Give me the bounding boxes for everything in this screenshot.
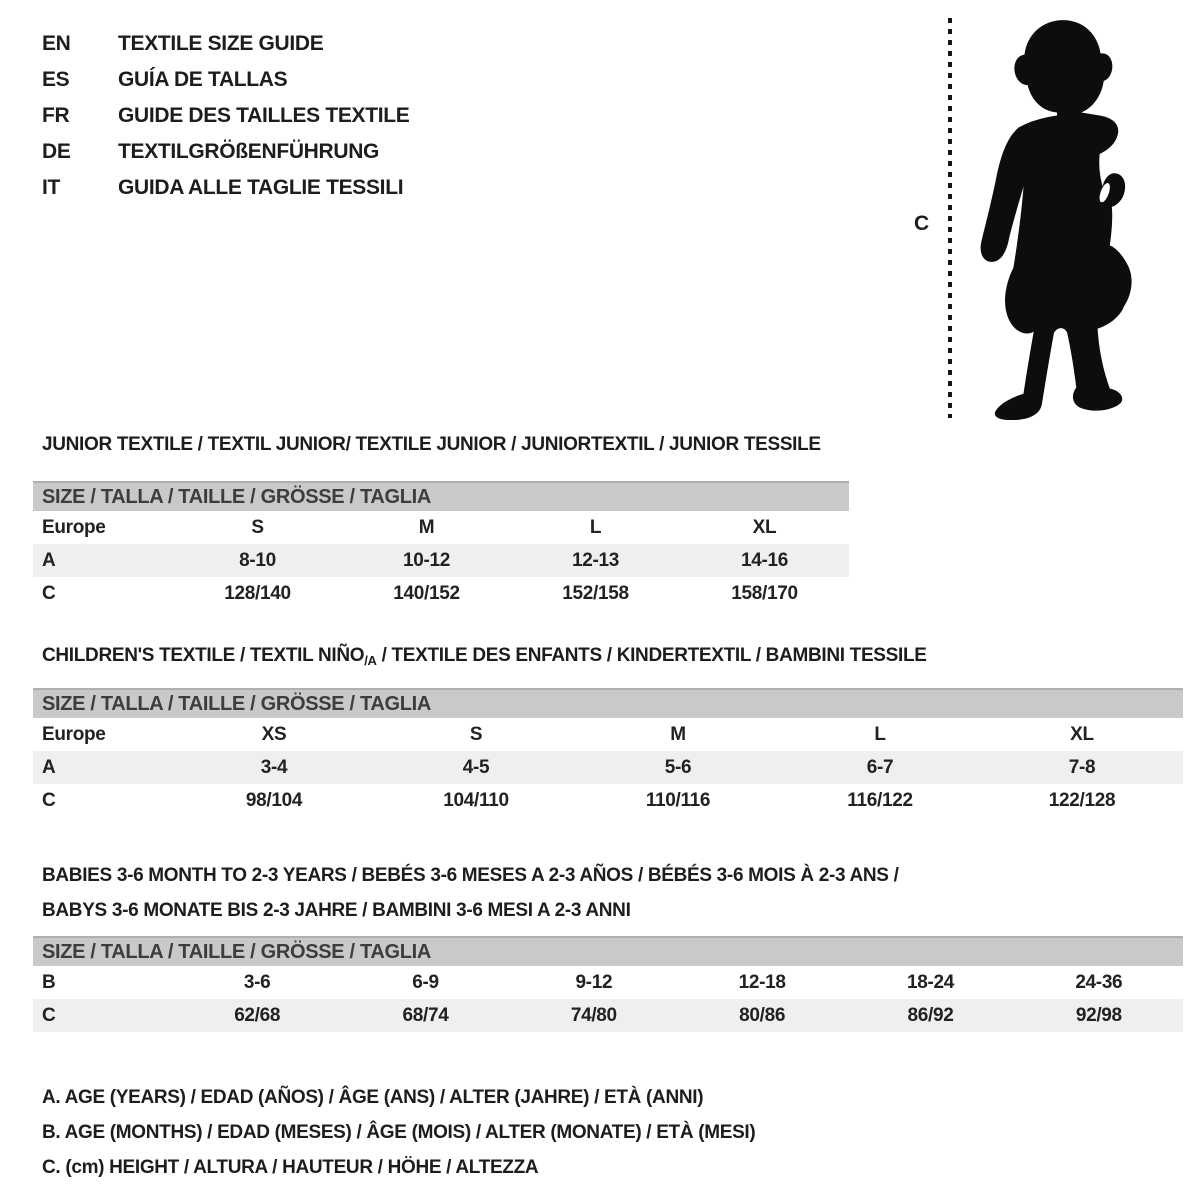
row-label: Europe bbox=[42, 723, 106, 745]
size-table-babies bbox=[33, 936, 1183, 1032]
size-cell: XL bbox=[1070, 723, 1094, 745]
size-cell: XL bbox=[752, 516, 777, 538]
table-row-europe bbox=[33, 718, 1183, 751]
measure-label-c: C bbox=[914, 212, 929, 235]
size-cell: 152/158 bbox=[562, 582, 629, 604]
size-cell: 86/92 bbox=[907, 1004, 954, 1026]
size-cell: M bbox=[670, 723, 686, 745]
section-title-junior: JUNIOR TEXTILE / TEXTIL JUNIOR/ TEXTILE JUNIOR / JUNIORTEXTIL / JUNIOR TESSILE bbox=[42, 434, 821, 455]
table-row-height bbox=[33, 577, 849, 610]
language-code: EN bbox=[42, 32, 71, 55]
size-cell: 68/74 bbox=[402, 1004, 449, 1026]
size-cell: S bbox=[251, 516, 264, 538]
size-cell: L bbox=[874, 723, 886, 745]
table-header-bar: SIZE / TALLA / TAILLE / GRÖSSE / TAGLIA bbox=[33, 481, 849, 511]
size-cell: 24-36 bbox=[1075, 971, 1123, 993]
size-cell: 3-4 bbox=[260, 756, 288, 778]
size-cell: 98/104 bbox=[245, 789, 303, 811]
language-code: FR bbox=[42, 104, 70, 127]
size-cell: 18-24 bbox=[906, 971, 954, 993]
size-table-children bbox=[33, 688, 1183, 817]
size-cell: M bbox=[418, 516, 435, 538]
size-cell: 122/128 bbox=[1048, 789, 1116, 811]
legend-line-age-months: B. AGE (MONTHS) / EDAD (MESES) / ÂGE (MOIS) / ALTER (MONATE) / ETÀ (MESI) bbox=[42, 1122, 756, 1143]
row-label: Europe bbox=[42, 516, 106, 538]
size-cell: 3-6 bbox=[243, 971, 271, 993]
size-cell: 158/170 bbox=[731, 582, 798, 604]
table-row-europe bbox=[33, 511, 849, 544]
section-title-babies bbox=[42, 858, 899, 928]
section-title-babies-line2: BABYS 3-6 MONATE BIS 2-3 JAHRE / BAMBINI 3-6 MESI A 2-3 ANNI bbox=[42, 900, 631, 921]
language-row-en bbox=[42, 26, 409, 62]
language-row-de bbox=[42, 134, 409, 170]
size-cell: 62/68 bbox=[234, 1004, 281, 1026]
legend-line-height: C. (cm) HEIGHT / ALTURA / HAUTEUR / HÖHE / ALTEZZA bbox=[42, 1157, 539, 1178]
size-cell: 92/98 bbox=[1075, 1004, 1122, 1026]
language-list bbox=[42, 26, 409, 206]
size-cell: 116/122 bbox=[847, 789, 913, 811]
size-cell: 12-13 bbox=[572, 549, 619, 571]
size-cell: S bbox=[469, 723, 483, 745]
language-title: GUIDE DES TAILLES TEXTILE bbox=[118, 104, 410, 127]
language-title: GUÍA DE TALLAS bbox=[118, 68, 288, 91]
size-cell: 6-7 bbox=[866, 756, 894, 778]
measurement-legend bbox=[42, 1080, 755, 1185]
size-table-junior bbox=[33, 481, 849, 610]
size-cell: XS bbox=[261, 723, 287, 745]
legend-line-age-years: A. AGE (YEARS) / EDAD (AÑOS) / ÂGE (ANS) / ALTER (JAHRE) / ETÀ (ANNI) bbox=[42, 1087, 704, 1108]
language-code: ES bbox=[42, 68, 70, 91]
section-title-children-subscript: /A bbox=[364, 653, 377, 668]
size-cell: 9-12 bbox=[575, 971, 613, 993]
size-cell: 10-12 bbox=[403, 549, 450, 571]
toddler-silhouette-image bbox=[966, 14, 1146, 420]
size-cell: 7-8 bbox=[1068, 756, 1096, 778]
size-cell: 80/86 bbox=[739, 1004, 786, 1026]
row-label: C bbox=[42, 789, 56, 811]
table-row-age-years bbox=[33, 544, 849, 577]
size-cell: 6-9 bbox=[412, 971, 439, 993]
size-cell: 104/110 bbox=[443, 789, 509, 811]
row-label: C bbox=[42, 1004, 56, 1026]
size-cell: 14-16 bbox=[741, 549, 788, 571]
section-title-babies-line1: BABIES 3-6 MONTH TO 2-3 YEARS / BEBÉS 3-6 MESES A 2-3 AÑOS / BÉBÉS 3-6 MOIS À 2-3 ANS / bbox=[42, 865, 899, 886]
size-cell: 12-18 bbox=[738, 971, 786, 993]
size-cell: L bbox=[589, 516, 602, 538]
size-cell: 8-10 bbox=[239, 549, 276, 571]
size-cell: 4-5 bbox=[462, 756, 490, 778]
size-cell: 128/140 bbox=[224, 582, 291, 604]
table-row-age-years bbox=[33, 751, 1183, 784]
size-cell: 140/152 bbox=[393, 582, 460, 604]
table-row-height bbox=[33, 999, 1183, 1032]
language-row-es bbox=[42, 62, 409, 98]
section-title-children-suffix: / TEXTILE DES ENFANTS / KINDERTEXTIL / BAMBINI TESSILE bbox=[376, 645, 927, 666]
row-label: A bbox=[42, 756, 56, 778]
row-label: C bbox=[42, 582, 56, 604]
row-label: A bbox=[42, 549, 56, 571]
table-row-height bbox=[33, 784, 1183, 817]
language-code: DE bbox=[42, 140, 71, 163]
language-row-it bbox=[42, 170, 409, 206]
language-title: TEXTILE SIZE GUIDE bbox=[118, 32, 324, 55]
row-label: B bbox=[42, 971, 56, 993]
table-row-age-months bbox=[33, 966, 1183, 999]
table-header-bar: SIZE / TALLA / TAILLE / GRÖSSE / TAGLIA bbox=[33, 936, 1183, 966]
language-title: TEXTILGRÖßENFÜHRUNG bbox=[118, 140, 380, 163]
size-cell: 74/80 bbox=[570, 1004, 617, 1026]
height-measure-dotted-line bbox=[948, 18, 952, 418]
section-title-children bbox=[42, 645, 927, 668]
language-code: IT bbox=[42, 176, 61, 199]
table-header-bar: SIZE / TALLA / TAILLE / GRÖSSE / TAGLIA bbox=[33, 688, 1183, 718]
size-cell: 110/116 bbox=[645, 789, 711, 811]
language-title: GUIDA ALLE TAGLIE TESSILI bbox=[118, 176, 404, 199]
language-row-fr bbox=[42, 98, 409, 134]
section-title-children-prefix: CHILDREN'S TEXTILE / TEXTIL NIÑO bbox=[42, 645, 365, 666]
size-cell: 5-6 bbox=[664, 756, 692, 778]
